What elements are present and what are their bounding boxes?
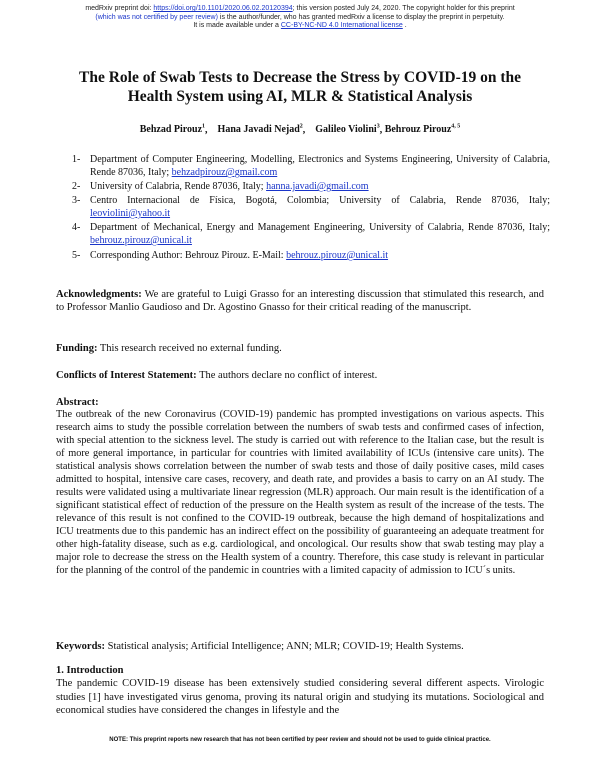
license-link[interactable]: CC-BY-NC-ND 4.0 International license [280, 22, 403, 30]
funding-section: Funding: This research received no external funding. [56, 343, 282, 354]
conflicts-section: Conflicts of Interest Statement: The authors declare no conflict of interest. [56, 370, 378, 381]
header-line-2: (which was not certified by peer review) is the author/funder, who has granted medRxiv a license to display the preprint in perpetuity. [95, 13, 505, 21]
acknowledgments-section: Acknowledgments: We are grateful to Luigi Grasso for an interesting discussion that stimulated this research, and to Professor Manlio Gaudioso and Dr. Agostino Gnasso for their critical reading of the manuscript. [56, 289, 544, 314]
email-link[interactable]: behrouz.pirouz@unical.it [286, 250, 389, 261]
affiliation-number: 5- [72, 250, 81, 261]
abstract-body: The outbreak of the new Coronavirus (COVID-19) pandemic has prompted investigations on various aspects. This research aims to study the possible correlation between the numbers of swab tests and confirmed cases of infection, with special attention to the sickness level. The study is carried out with reference to the Italian case, but the result is of more general importance, in particular for countries with limited availability of ICUs (intensive care units). The statistical analysis shows correlation between the number of swab tests and those of daily positive cases, mild cases admitted to hospital, intensive care cases, recovery, and death rate, and provides a basis to carry on an AI study. The results were validated using a multivariate linear regression (MLR) approach. Our main result is the identification of a significant statistical effect of reduction of the pressure on the Health system as result of the increase of the tests. The relevance of this result is not confined to the COVID-19 outbreak, because the high demand of hospitalizations and ICU treatments due to this pandemic has an indirect effect on the possibility of guaranteeing an adequate treatment for other high-fatality disease, such as e.g. cardiological, and oncological. Our results show that swab testing may play a major role to decrease the stress on the Health system of a country. Therefore, this case study is relevant in particular for the planning of the control of the pandemic in countries with a limited capacity of admission to ICU´s units. [56, 409, 544, 576]
preprint-footer-note: NOTE: This preprint reports new research that has not been certified by peer review and should not be used to guide clinical practice. [109, 737, 491, 743]
peer-review-notice: (which was not certified by peer review) [95, 13, 218, 21]
affiliation-item: 4- Department of Mechanical, Energy and Management Engineering, University of Calabria, Rende 87036, Italy; behrouz.pirouz@unical.it [72, 222, 550, 246]
affiliation-number: 4- [72, 222, 81, 233]
paper-title: The Role of Swab Tests to Decrease the Stress by COVID-19 on the Health System using AI, MLR & Statistical Analysis [78, 69, 522, 105]
funding-label: Funding: [56, 343, 98, 354]
affiliation-number: 2- [72, 181, 81, 192]
email-link[interactable]: hanna.javadi@gmail.com [266, 181, 369, 192]
affiliation-item: 1- Department of Computer Engineering, Modelling, Electronics and Systems Engineering, University of Calabria, Rende 87036, Italy; behzadpirouz@gmail.com [72, 154, 550, 178]
acknowledgments-label: Acknowledgments: [56, 289, 142, 300]
doi-link[interactable]: https://doi.org/10.1101/2020.06.02.20120394 [153, 5, 293, 12]
email-link[interactable]: behrouz.pirouz@unical.it [90, 235, 192, 246]
conflicts-label: Conflicts of Interest Statement: [56, 370, 197, 381]
introduction-body: The pandemic COVID-19 disease has been extensively studied considering several different aspects. Virologic studies [1] have investigated virus genoma, proving its natural origin and studying its mutations. Sociological and economical studies have considered the changes in lifestyle and the [56, 678, 544, 717]
author: Behzad Pirouz$^1$ [139, 124, 206, 136]
abstract-section [56, 396, 544, 578]
header-line-3: It is made available under a CC-BY-NC-ND 4.0 International license . [193, 22, 407, 30]
abstract-heading: Abstract: [56, 397, 99, 408]
author: Behrouz Pirouz$^{4, 5}$ [384, 124, 461, 136]
affiliation-item: 5- Corresponding Author: Behrouz Pirouz. E-Mail: behrouz.pirouz@unical.it [72, 250, 389, 261]
affiliation-item: 2- University of Calabria, Rende 87036, Italy; hanna.javadi@gmail.com [72, 181, 369, 192]
keywords-section: Keywords: Statistical analysis; Artificial Intelligence; ANN; MLR; COVID-19; Health Systems. [56, 641, 464, 652]
introduction-section [56, 664, 544, 718]
affiliation-number: 3- [72, 195, 81, 206]
introduction-heading: 1. Introduction [56, 665, 124, 676]
affiliation-number: 1- [72, 154, 81, 165]
author: Galileo Violini$^3$ [315, 124, 380, 136]
email-link[interactable]: behzadpirouz@gmail.com [171, 167, 278, 178]
keywords-label: Keywords: [56, 641, 105, 652]
author: Hana Javadi Nejad$^2$ [217, 124, 303, 136]
affiliation-item: 3- Centro Internacional de Física, Bogotá, Colombia; University of Calabria, Rende 87036, Italy; leoviolini@yahoo.it [72, 195, 550, 219]
preprint-header [0, 5, 600, 31]
author-list: Behzad Pirouz$^1$, Hana Javadi Nejad$^2$, Galileo Violini$^3$, Behrouz Pirouz$^{4, 5}$ [139, 124, 461, 136]
header-line-1: medRxiv preprint doi: https://doi.org/10.1101/2020.06.02.20120394; this version posted July 24, 2020. The copyright holder for this preprint [85, 5, 515, 12]
email-link[interactable]: leoviolini@yahoo.it [90, 208, 171, 219]
